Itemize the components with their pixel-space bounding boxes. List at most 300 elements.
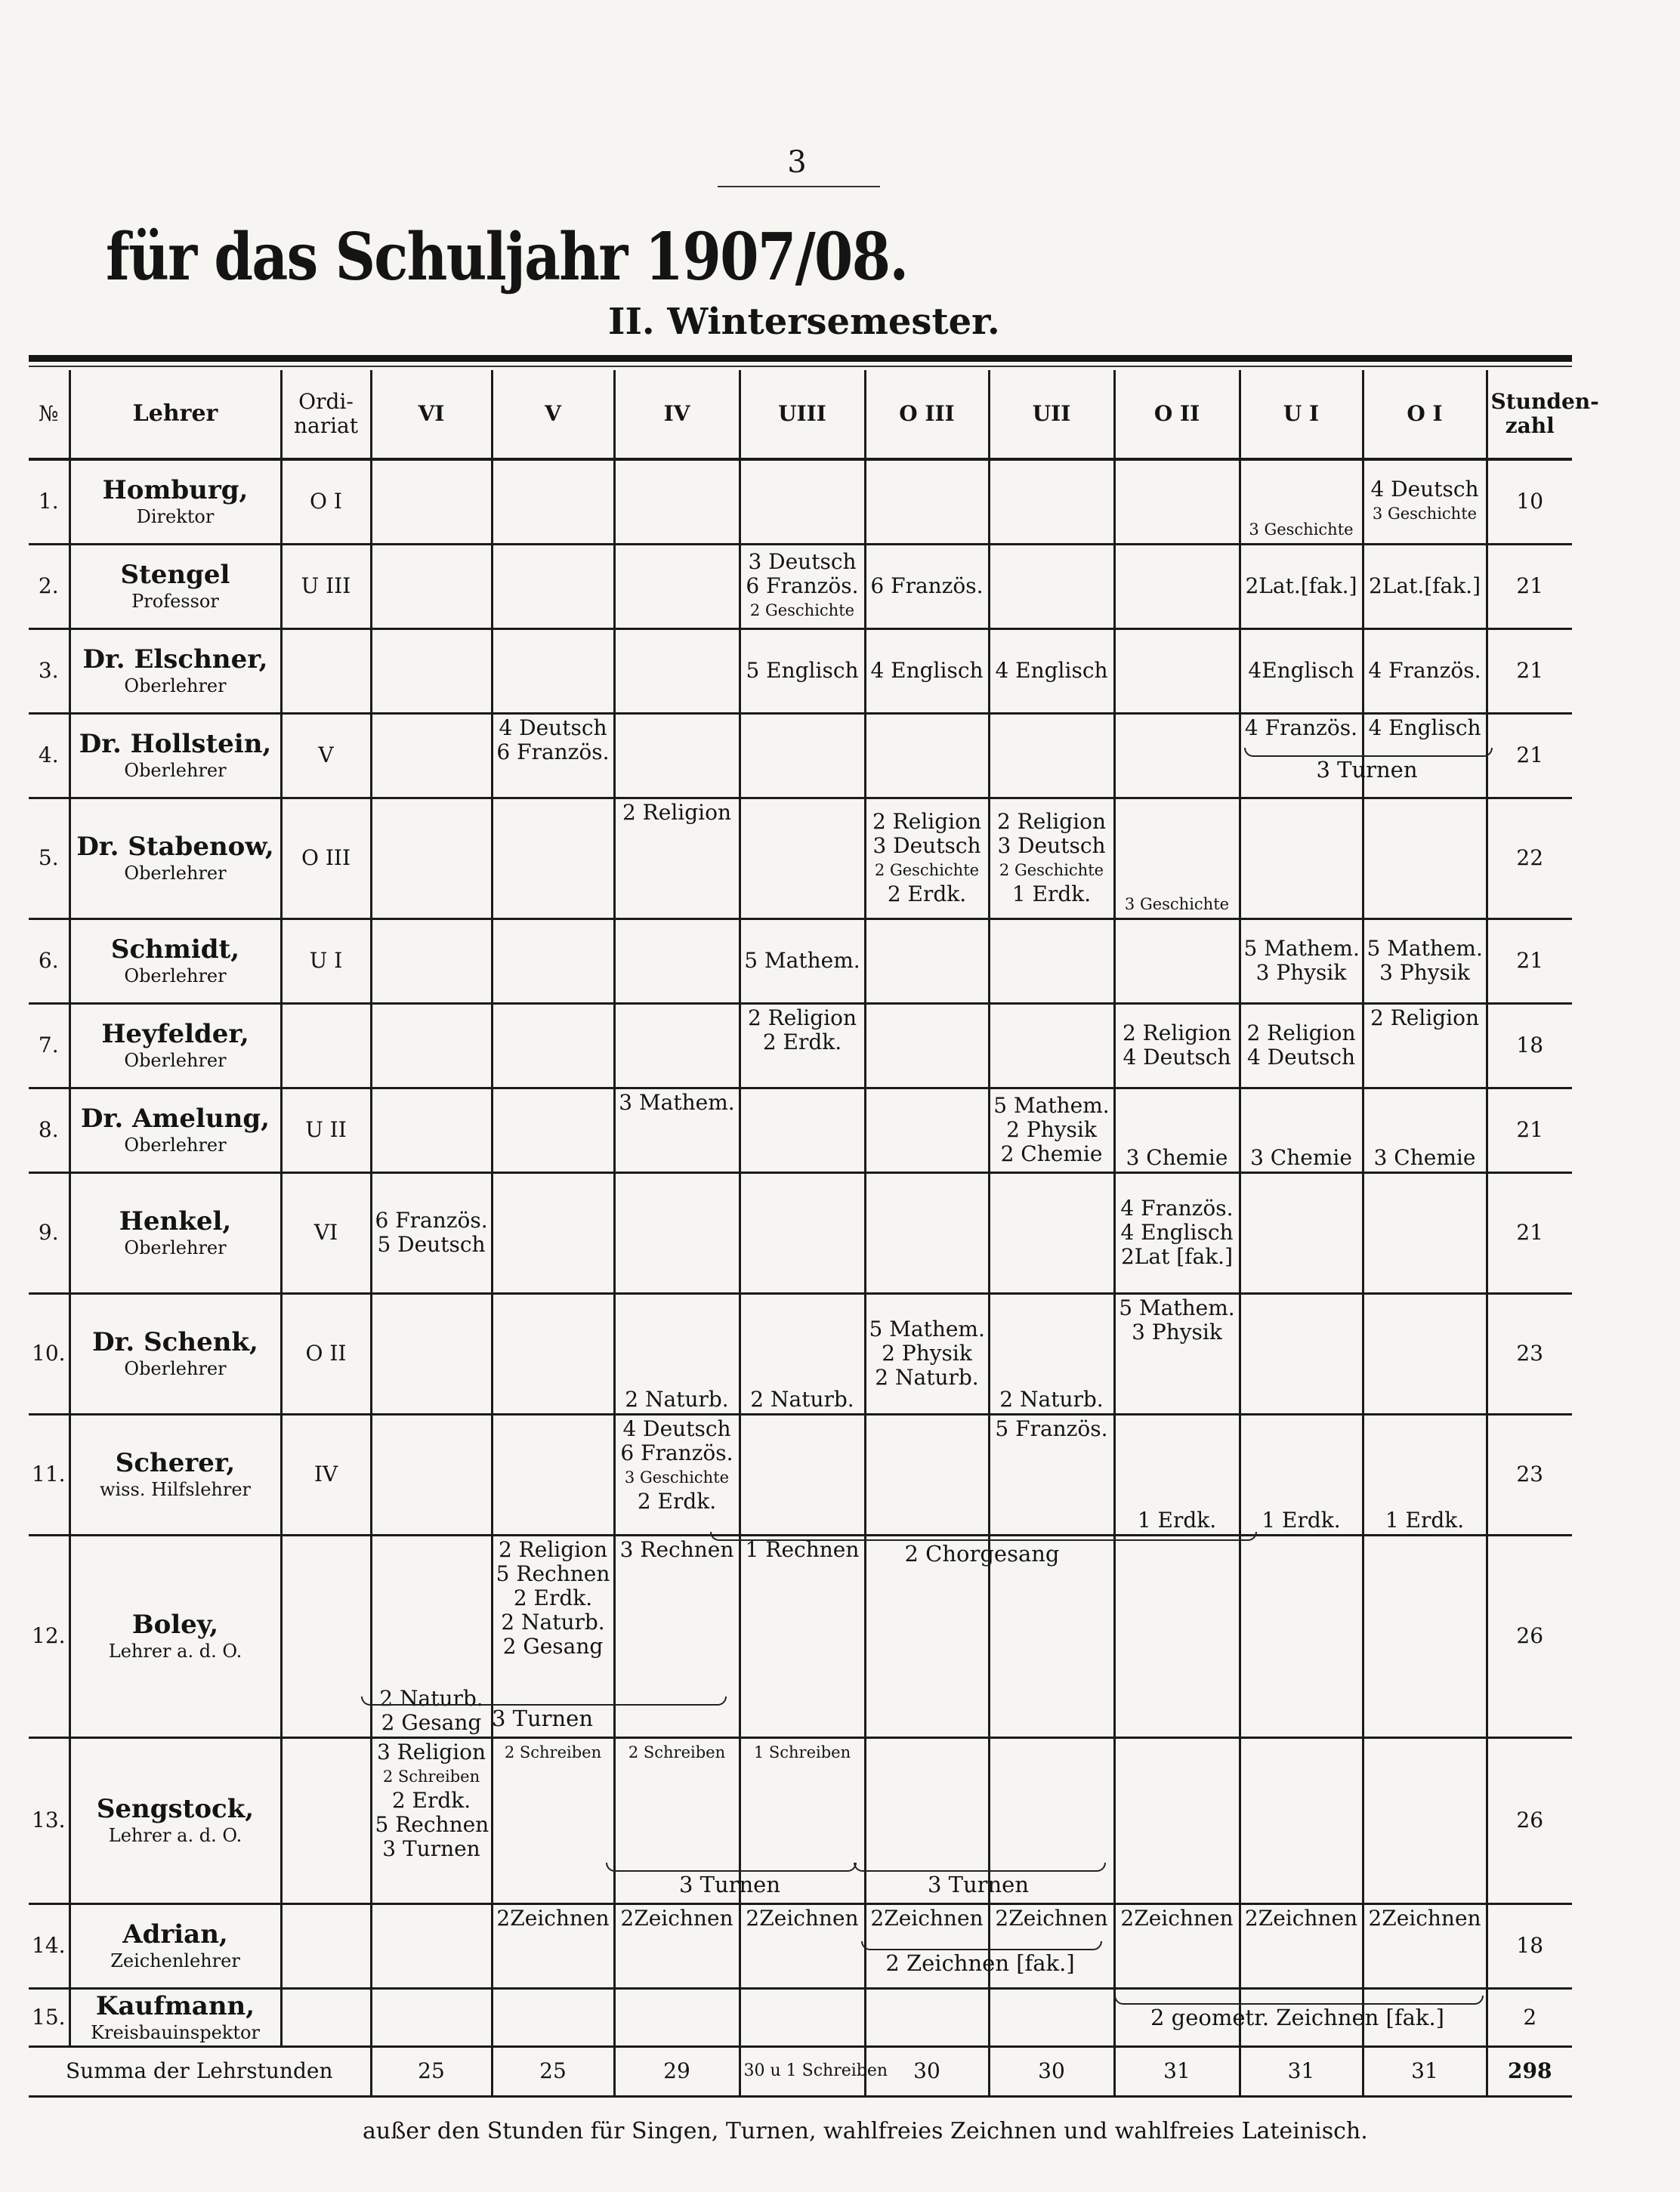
subject-entry: 6 Französ. bbox=[746, 573, 859, 598]
hours-total: 21 bbox=[1487, 628, 1572, 713]
subject-entry: 2Zeichnen bbox=[496, 1905, 610, 1931]
subject-entry: 5 Rechnen bbox=[375, 1811, 489, 1837]
subject-entry: 3 Geschichte bbox=[1249, 520, 1354, 539]
subject-cell bbox=[371, 1988, 492, 2046]
subject-cell bbox=[1240, 1414, 1363, 1535]
subject-entry: 2 Naturb. bbox=[501, 1609, 605, 1635]
subject-entry: 6 Französ. bbox=[870, 573, 984, 598]
teacher-rank: Professor bbox=[131, 591, 219, 612]
subject-entry: 2 Religion bbox=[1246, 1020, 1356, 1045]
row-number: 14. bbox=[29, 1903, 69, 1988]
teacher-rank: Oberlehrer bbox=[124, 675, 227, 696]
subject-cell bbox=[1114, 798, 1240, 918]
subject-entry: 2 Naturb. bbox=[379, 1685, 483, 1711]
teacher-name: Dr. Amelung, bbox=[81, 1104, 270, 1134]
hours-total: 26 bbox=[1487, 1535, 1572, 1737]
subject-cell bbox=[371, 1903, 492, 1988]
subject-cell bbox=[865, 459, 989, 544]
col-header-class: O II bbox=[1114, 370, 1240, 459]
subject-cell bbox=[865, 1088, 989, 1172]
teacher-rank: Direktor bbox=[136, 506, 215, 528]
teacher-name: Henkel, bbox=[119, 1206, 232, 1236]
subject-entry: 6 Französ. bbox=[375, 1208, 488, 1233]
col-header-class: VI bbox=[371, 370, 492, 459]
row-number: 1. bbox=[29, 459, 69, 544]
span-brace bbox=[606, 1863, 857, 1872]
teacher-cell bbox=[69, 1172, 281, 1293]
ordinariat-cell bbox=[281, 1988, 371, 2046]
teacher-name: Kaufmann, bbox=[95, 1990, 255, 2021]
subject-cell bbox=[1114, 1088, 1240, 1172]
subject-entry: 5 Englisch bbox=[746, 658, 859, 683]
subject-cell bbox=[1363, 459, 1487, 544]
subject-entry: 2Zeichnen bbox=[1244, 1905, 1358, 1931]
subject-entry: 2Lat.[fak.] bbox=[1368, 573, 1481, 598]
subject-entry: 2 Erdk. bbox=[513, 1585, 593, 1610]
table-row bbox=[29, 1414, 1572, 1535]
subject-cell bbox=[371, 1737, 492, 1903]
subject-cell bbox=[614, 628, 740, 713]
row-number: 8. bbox=[29, 1088, 69, 1172]
subject-cell bbox=[989, 1172, 1114, 1293]
subject-entry: 2 Physik bbox=[882, 1341, 972, 1366]
ordinariat-cell: U III bbox=[281, 544, 371, 628]
subject-entry: 3 Chemie bbox=[1373, 1144, 1476, 1170]
subject-cell bbox=[740, 798, 865, 918]
table-row bbox=[29, 1003, 1572, 1088]
row-number: 2. bbox=[29, 544, 69, 628]
subject-cell bbox=[865, 1293, 989, 1414]
teacher-name: Homburg, bbox=[102, 475, 249, 506]
subject-cell bbox=[740, 1293, 865, 1414]
ordinariat-cell: IV bbox=[281, 1414, 371, 1535]
subject-cell bbox=[1363, 798, 1487, 918]
subject-entry: 2 Religion bbox=[498, 1536, 608, 1562]
subject-entry: 5 Mathem. bbox=[869, 1317, 985, 1341]
hours-total: 2 bbox=[1487, 1988, 1572, 2046]
subject-entry: 3 Deutsch bbox=[748, 549, 857, 574]
hours-total: 21 bbox=[1487, 713, 1572, 798]
row-number: 5. bbox=[29, 798, 69, 918]
ordinariat-cell: U I bbox=[281, 918, 371, 1003]
subject-entry: 4 Englisch bbox=[1368, 715, 1481, 740]
subject-entry: 1 Erdk. bbox=[1011, 881, 1092, 906]
subject-entry: 2 Erdk. bbox=[887, 881, 967, 906]
subject-cell bbox=[1363, 544, 1487, 628]
subject-cell bbox=[492, 798, 614, 918]
span-label: 2 geometr. Zeichnen [fak.] bbox=[1150, 2005, 1444, 2030]
subject-entry: 3 Physik bbox=[1379, 960, 1470, 985]
summary-row bbox=[29, 2046, 1572, 2096]
subject-cell bbox=[989, 1293, 1114, 1414]
subject-entry: 2 Religion bbox=[622, 799, 732, 825]
subject-entry: 3 Religion bbox=[376, 1739, 486, 1764]
teacher-rank: Zeichenlehrer bbox=[110, 1950, 240, 1971]
col-header-teacher: Lehrer bbox=[69, 370, 281, 459]
hours-total: 21 bbox=[1487, 1088, 1572, 1172]
subject-cell bbox=[989, 713, 1114, 798]
subject-entry: 2 Schreiben bbox=[504, 1743, 602, 1761]
col-header-class: O I bbox=[1363, 370, 1487, 459]
span-brace bbox=[861, 1941, 1102, 1950]
row-number: 15. bbox=[29, 1988, 69, 2046]
subject-cell bbox=[492, 1088, 614, 1172]
subject-entry: 1 Erdk. bbox=[1137, 1507, 1217, 1533]
ordinariat-line1: Ordi- bbox=[298, 389, 354, 414]
subject-entry: 4 Deutsch bbox=[1123, 1045, 1231, 1070]
teacher-cell bbox=[69, 1903, 281, 1988]
subject-cell bbox=[492, 459, 614, 544]
teacher-cell bbox=[69, 544, 281, 628]
subject-cell bbox=[1114, 713, 1240, 798]
teacher-rank: wiss. Hilfslehrer bbox=[99, 1479, 252, 1500]
row-number: 10. bbox=[29, 1293, 69, 1414]
subject-cell bbox=[989, 1414, 1114, 1535]
subject-cell bbox=[371, 1003, 492, 1088]
teacher-rank: Kreisbauinspektor bbox=[91, 2021, 260, 2043]
col-header-num: № bbox=[29, 370, 69, 459]
subject-cell bbox=[614, 459, 740, 544]
subject-cell bbox=[614, 1088, 740, 1172]
subject-cell bbox=[371, 1414, 492, 1535]
teacher-cell bbox=[69, 459, 281, 544]
subject-cell bbox=[989, 1988, 1114, 2046]
col-header-class: O III bbox=[865, 370, 989, 459]
subject-entry: 3 Physik bbox=[1132, 1319, 1222, 1345]
subject-cell bbox=[371, 918, 492, 1003]
schedule-table bbox=[29, 370, 1599, 2098]
subject-entry: 3 Rechnen bbox=[619, 1536, 734, 1562]
subject-cell bbox=[740, 1903, 865, 1988]
summary-value: 31 bbox=[1363, 2046, 1487, 2096]
subject-cell bbox=[1240, 1172, 1363, 1293]
page-title: für das Schuljahr 1907/08. bbox=[106, 219, 908, 295]
subject-entry: 4 Französ. bbox=[1244, 715, 1358, 740]
table-row bbox=[29, 628, 1572, 713]
teacher-cell bbox=[69, 1737, 281, 1903]
teacher-cell bbox=[69, 713, 281, 798]
teacher-cell bbox=[69, 1293, 281, 1414]
teacher-name: Sengstock, bbox=[96, 1794, 255, 1824]
subject-cell bbox=[865, 1414, 989, 1535]
row-number: 12. bbox=[29, 1535, 69, 1737]
subject-cell bbox=[1240, 798, 1363, 918]
ordinariat-cell: U II bbox=[281, 1088, 371, 1172]
summary-value: 30 bbox=[989, 2046, 1114, 2096]
ordinariat-cell bbox=[281, 1003, 371, 1088]
subject-entry: 1 Erdk. bbox=[1262, 1507, 1341, 1533]
subject-entry: 5 Mathem. bbox=[1119, 1295, 1235, 1320]
row-number: 9. bbox=[29, 1172, 69, 1293]
span-label: 3 Turnen bbox=[491, 1706, 594, 1731]
subject-entry: 6 Französ. bbox=[496, 739, 610, 764]
hours-total: 26 bbox=[1487, 1737, 1572, 1903]
teacher-cell bbox=[69, 1088, 281, 1172]
subject-entry: 3 Chemie bbox=[1250, 1144, 1352, 1170]
subject-entry: 2 Chemie bbox=[1000, 1141, 1103, 1166]
subject-entry: 4 Englisch bbox=[995, 658, 1108, 683]
subject-entry: 2 Naturb. bbox=[625, 1386, 729, 1412]
span-brace bbox=[854, 1863, 1106, 1872]
subject-entry: 2 Erdk. bbox=[391, 1787, 471, 1813]
teacher-name: Dr. Schenk, bbox=[92, 1327, 258, 1357]
subject-entry: 1 Schreiben bbox=[753, 1743, 851, 1761]
subject-cell bbox=[371, 1172, 492, 1293]
subject-entry: 2 Naturb. bbox=[999, 1386, 1104, 1412]
subject-cell bbox=[1363, 1535, 1487, 1737]
subject-entry: 3 Chemie bbox=[1126, 1144, 1228, 1170]
subject-cell bbox=[492, 1003, 614, 1088]
span-label: 2 Zeichnen [fak.] bbox=[885, 1950, 1075, 1976]
col-header-class: V bbox=[492, 370, 614, 459]
page-number-rule bbox=[718, 186, 880, 187]
table-row bbox=[29, 544, 1572, 628]
subject-cell bbox=[1363, 918, 1487, 1003]
subject-cell bbox=[989, 1088, 1114, 1172]
teacher-name: Dr. Stabenow, bbox=[76, 832, 274, 862]
subject-entry: 3 Geschichte bbox=[624, 1468, 730, 1487]
summary-value: 31 bbox=[1240, 2046, 1363, 2096]
subject-cell bbox=[1114, 1003, 1240, 1088]
subject-cell bbox=[492, 1737, 614, 1903]
subject-cell bbox=[371, 544, 492, 628]
subject-cell bbox=[1114, 628, 1240, 713]
subject-cell bbox=[492, 1414, 614, 1535]
teacher-name: Stengel bbox=[120, 560, 230, 590]
span-label: 3 Turnen bbox=[678, 1872, 781, 1897]
subject-entry: 5 Rechnen bbox=[496, 1561, 610, 1586]
subject-cell bbox=[492, 918, 614, 1003]
subject-entry: 2Lat.[fak.] bbox=[1245, 573, 1357, 598]
teacher-cell bbox=[69, 1988, 281, 2046]
subject-cell bbox=[371, 1088, 492, 1172]
subject-cell bbox=[614, 1172, 740, 1293]
teacher-name: Dr. Hollstein, bbox=[79, 729, 272, 759]
ordinariat-cell bbox=[281, 1535, 371, 1737]
teacher-rank: Lehrer a. d. O. bbox=[108, 1641, 242, 1662]
row-number: 11. bbox=[29, 1414, 69, 1535]
subject-cell bbox=[989, 459, 1114, 544]
subject-entry: 1 Erdk. bbox=[1385, 1507, 1465, 1533]
hours-line2: zahl bbox=[1505, 413, 1555, 438]
teacher-cell bbox=[69, 1535, 281, 1737]
teacher-name: Adrian, bbox=[122, 1919, 228, 1950]
col-header-class: UIII bbox=[740, 370, 865, 459]
subject-cell bbox=[865, 798, 989, 918]
subject-entry: 3 Deutsch bbox=[872, 833, 981, 858]
subject-cell bbox=[1240, 918, 1363, 1003]
subject-entry: 2 Religion bbox=[996, 809, 1107, 834]
col-header-class: IV bbox=[614, 370, 740, 459]
summary-total: 298 bbox=[1487, 2046, 1572, 2096]
subject-entry: 5 Französ. bbox=[995, 1416, 1108, 1441]
subject-cell bbox=[492, 1172, 614, 1293]
subject-cell bbox=[492, 628, 614, 713]
subject-entry: 3 Turnen bbox=[382, 1835, 480, 1861]
subject-cell bbox=[989, 918, 1114, 1003]
summary-value: 25 bbox=[371, 2046, 492, 2096]
hours-total: 21 bbox=[1487, 544, 1572, 628]
hours-total: 23 bbox=[1487, 1293, 1572, 1414]
subject-cell bbox=[1114, 459, 1240, 544]
subject-cell bbox=[1363, 1172, 1487, 1293]
hours-total: 18 bbox=[1487, 1003, 1572, 1088]
hours-line1: Stunden- bbox=[1490, 389, 1599, 414]
subject-entry: 3 Geschichte bbox=[1372, 505, 1478, 523]
subject-entry: 2 Gesang bbox=[381, 1709, 482, 1735]
ordinariat-cell: VI bbox=[281, 1172, 371, 1293]
subject-cell bbox=[740, 1414, 865, 1535]
span-label: 3 Turnen bbox=[927, 1872, 1030, 1897]
table-row bbox=[29, 798, 1572, 918]
teacher-cell bbox=[69, 628, 281, 713]
subject-entry: 2 Geschichte bbox=[874, 861, 980, 879]
subject-entry: 2 Religion bbox=[872, 809, 982, 834]
table-row bbox=[29, 1293, 1572, 1414]
table-row bbox=[29, 1088, 1572, 1172]
hours-total: 18 bbox=[1487, 1903, 1572, 1988]
hours-total: 21 bbox=[1487, 918, 1572, 1003]
subject-cell bbox=[371, 798, 492, 918]
subject-cell bbox=[989, 544, 1114, 628]
teacher-cell bbox=[69, 918, 281, 1003]
subject-entry: 2 Erdk. bbox=[637, 1488, 717, 1514]
subject-entry: 2 Religion bbox=[1370, 1005, 1480, 1030]
teacher-name: Boley, bbox=[131, 1610, 219, 1640]
span-label: 2 Chorgesang bbox=[904, 1541, 1060, 1567]
summary-value: 30 u 1 Schreiben bbox=[740, 2046, 865, 2096]
table-row bbox=[29, 918, 1572, 1003]
summary-value: 29 bbox=[614, 2046, 740, 2096]
subject-cell bbox=[1363, 1088, 1487, 1172]
teacher-name: Scherer, bbox=[115, 1448, 236, 1478]
teacher-name: Dr. Elschner, bbox=[82, 644, 268, 675]
col-header-hours bbox=[1487, 370, 1599, 459]
subject-entry: 3 Deutsch bbox=[997, 833, 1106, 858]
subject-cell bbox=[1240, 1903, 1363, 1988]
subject-cell bbox=[1114, 544, 1240, 628]
subject-cell bbox=[1240, 1293, 1363, 1414]
subject-cell bbox=[614, 1988, 740, 2046]
top-rule bbox=[29, 355, 1572, 362]
subject-cell bbox=[865, 918, 989, 1003]
subject-cell bbox=[740, 1088, 865, 1172]
subject-entry: 2Lat [fak.] bbox=[1120, 1244, 1234, 1269]
subject-cell bbox=[1114, 1414, 1240, 1535]
teacher-cell bbox=[69, 1003, 281, 1088]
teacher-rank: Oberlehrer bbox=[124, 965, 227, 986]
subject-entry: 2Zeichnen bbox=[1120, 1905, 1234, 1931]
subject-cell bbox=[1114, 1293, 1240, 1414]
subject-cell bbox=[989, 1003, 1114, 1088]
subject-entry: 4 Deutsch bbox=[1370, 477, 1479, 502]
page-subtitle: II. Wintersemester. bbox=[608, 301, 1000, 343]
row-number: 7. bbox=[29, 1003, 69, 1088]
subject-cell bbox=[371, 459, 492, 544]
subject-cell bbox=[740, 1172, 865, 1293]
teacher-cell bbox=[69, 798, 281, 918]
subject-cell bbox=[1363, 1293, 1487, 1414]
subject-entry: 4Englisch bbox=[1248, 658, 1354, 683]
col-header-ordinariat bbox=[281, 370, 371, 459]
summary-label: Summa der Lehrstunden bbox=[29, 2046, 371, 2096]
subject-cell bbox=[1240, 544, 1363, 628]
col-header-class: UII bbox=[989, 370, 1114, 459]
subject-cell bbox=[492, 1903, 614, 1988]
subject-entry: 2 Geschichte bbox=[999, 861, 1104, 879]
subject-cell bbox=[865, 628, 989, 713]
subject-cell bbox=[740, 1988, 865, 2046]
subject-cell bbox=[614, 713, 740, 798]
subject-cell bbox=[1363, 1414, 1487, 1535]
subject-cell bbox=[1240, 1737, 1363, 1903]
span-brace bbox=[710, 1532, 1257, 1541]
subject-entry: 6 Französ. bbox=[620, 1440, 733, 1465]
footnote: außer den Stunden für Singen, Turnen, wahlfreies Zeichnen und wahlfreies Lateinisch. bbox=[363, 2118, 1368, 2144]
subject-entry: 1 Rechnen bbox=[745, 1536, 860, 1562]
subject-cell bbox=[1240, 1535, 1363, 1737]
subject-cell bbox=[865, 544, 989, 628]
subject-cell bbox=[740, 544, 865, 628]
subject-cell bbox=[1363, 628, 1487, 713]
span-brace bbox=[361, 1696, 727, 1706]
page-number: 3 bbox=[787, 145, 807, 180]
row-number: 6. bbox=[29, 918, 69, 1003]
subject-entry: 4 Deutsch bbox=[499, 715, 607, 740]
subject-cell bbox=[1114, 1172, 1240, 1293]
subject-entry: 2Zeichnen bbox=[746, 1905, 859, 1931]
teacher-name: Heyfelder, bbox=[101, 1019, 249, 1049]
subject-cell bbox=[614, 798, 740, 918]
summary-value: 31 bbox=[1114, 2046, 1240, 2096]
subject-cell bbox=[865, 1003, 989, 1088]
subject-entry: 4 Französ. bbox=[1368, 658, 1481, 683]
subject-cell bbox=[1240, 1003, 1363, 1088]
subject-cell bbox=[492, 1988, 614, 2046]
span-brace bbox=[1244, 748, 1493, 757]
subject-entry: 4 Englisch bbox=[1120, 1220, 1234, 1245]
summary-value: 30 bbox=[865, 2046, 989, 2096]
subject-cell bbox=[989, 798, 1114, 918]
subject-entry: 2 Religion bbox=[1122, 1020, 1232, 1045]
ordinariat-cell: O III bbox=[281, 798, 371, 918]
subject-entry: 5 Mathem. bbox=[744, 948, 860, 973]
subject-cell bbox=[492, 544, 614, 628]
subject-cell bbox=[614, 544, 740, 628]
row-number: 13. bbox=[29, 1737, 69, 1903]
subject-cell bbox=[614, 1414, 740, 1535]
subject-entry: 4 Englisch bbox=[870, 658, 984, 683]
subject-cell bbox=[865, 1988, 989, 2046]
subject-cell bbox=[614, 1293, 740, 1414]
subject-cell bbox=[1114, 918, 1240, 1003]
subject-cell bbox=[740, 1003, 865, 1088]
subject-cell bbox=[989, 628, 1114, 713]
subject-cell bbox=[492, 1293, 614, 1414]
subject-entry: 2 Religion bbox=[747, 1005, 857, 1030]
teacher-cell bbox=[69, 1414, 281, 1535]
ordinariat-cell: V bbox=[281, 713, 371, 798]
subject-cell bbox=[740, 713, 865, 798]
subject-entry: 2Zeichnen bbox=[995, 1905, 1108, 1931]
top-rule-thin bbox=[29, 366, 1572, 367]
hours-total: 22 bbox=[1487, 798, 1572, 918]
summary-value: 25 bbox=[492, 2046, 614, 2096]
subject-entry: 2Zeichnen bbox=[870, 1905, 984, 1931]
subject-entry: 2 Naturb. bbox=[875, 1365, 979, 1390]
span-brace bbox=[1114, 1996, 1484, 2005]
table-row bbox=[29, 1172, 1572, 1293]
